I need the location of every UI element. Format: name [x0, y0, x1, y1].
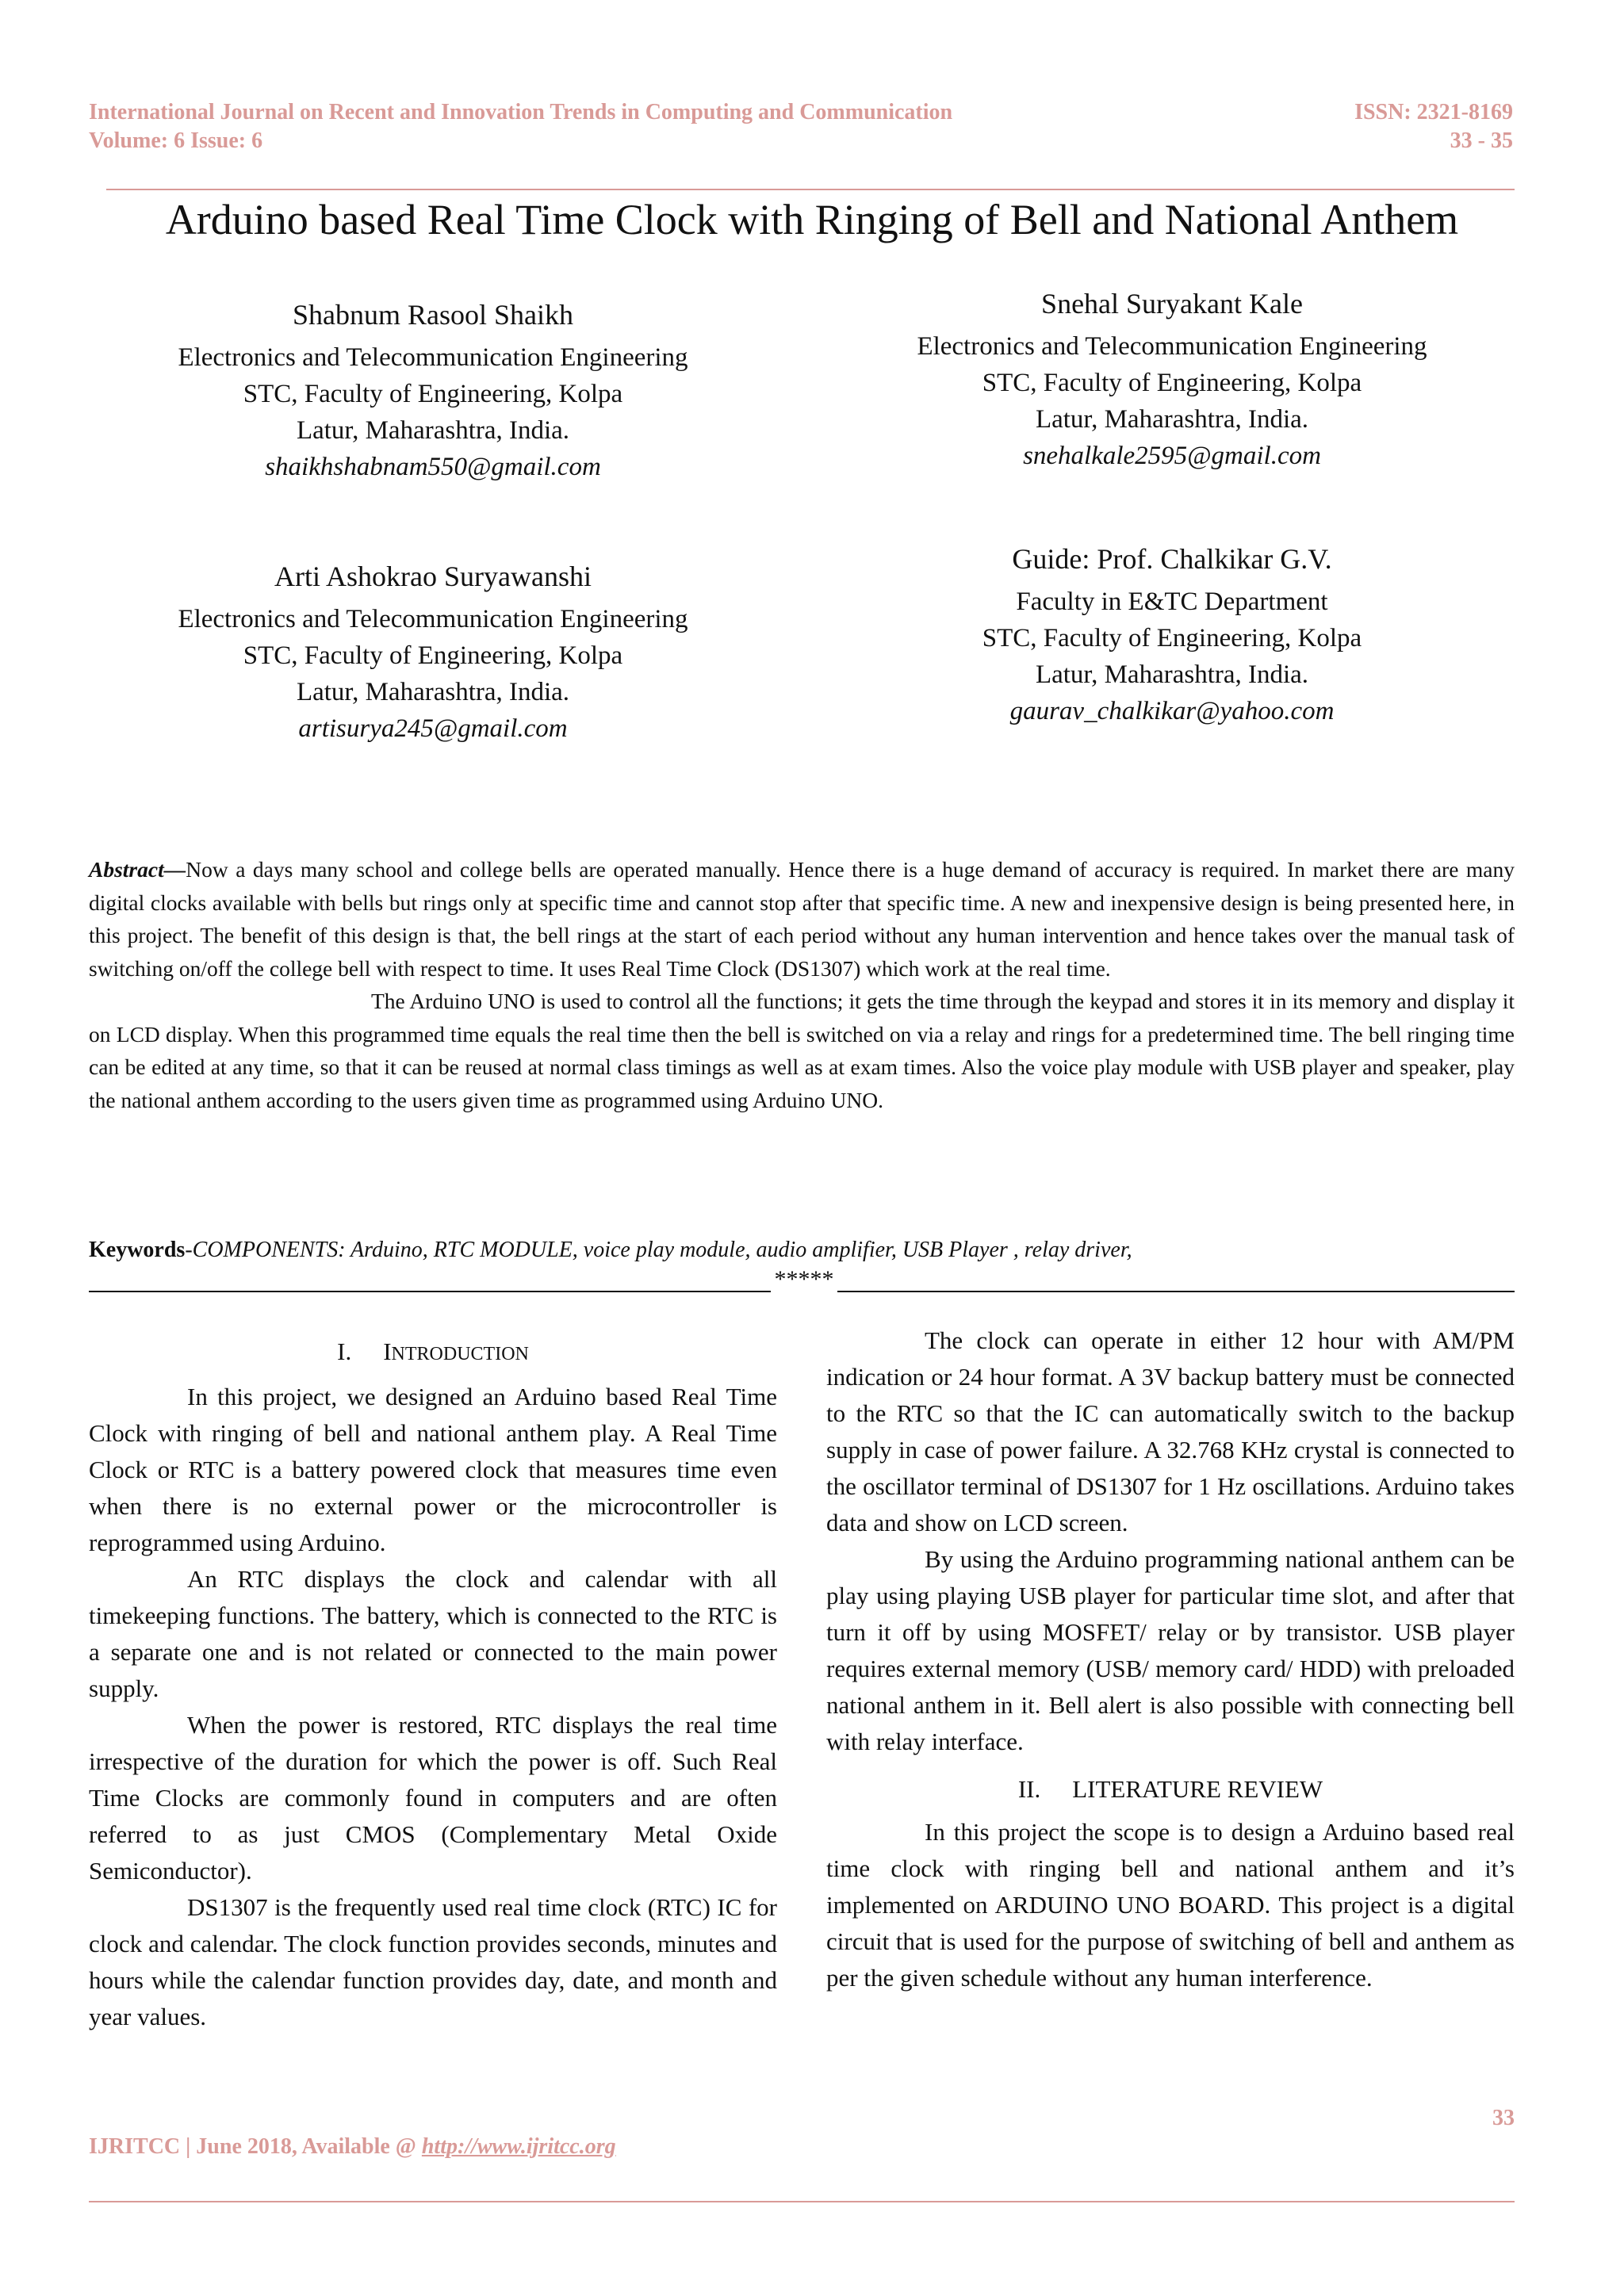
author-inst: STC, Faculty of Engineering, Kolpa	[982, 369, 1362, 397]
journal-name: International Journal on Recent and Innovation Trends in Computing and Communication	[89, 100, 953, 124]
header-rule	[106, 189, 1515, 190]
author-name: Snehal Suryakant Kale	[1041, 288, 1303, 320]
body-paragraph: In this project the scope is to design a Arduino based real time clock with ringing bell and national anthem and it’s implemented on ARDUINO UNO BOARD. This project is a digital circuit that is used for the purpose of switching of bell and anthem as per the given schedule without any human interference.	[826, 1818, 1515, 1992]
keywords-text: -COMPONENTS: Arduino, RTC MODULE, voice play module, audio amplifier, USB Player , relay driver,	[185, 1238, 1132, 1262]
author-block	[76, 557, 790, 747]
issn: ISSN: 2321-8169	[1354, 100, 1513, 124]
section-heading-literature-review	[826, 1771, 1515, 1808]
guide-email: gaurav_chalkikar@yahoo.com	[1009, 697, 1335, 725]
author-block	[76, 295, 790, 485]
volume-issue: Volume: 6 Issue: 6	[89, 128, 263, 153]
author-inst: STC, Faculty of Engineering, Kolpa	[243, 641, 623, 670]
journal-link[interactable]: http://www.ijritcc.org	[421, 2134, 616, 2159]
body-paragraph: When the power is restored, RTC displays the real time irrespective of the duration for which the power is off. Such Real Time Clocks are commonly found in computers and are often referred to as just CMOS (Complementary Metal Oxide Semiconductor).	[89, 1711, 777, 1885]
page-number: 33	[1492, 2106, 1515, 2130]
guide-inst: STC, Faculty of Engineering, Kolpa	[982, 624, 1362, 652]
section-title-initial: I	[383, 1337, 392, 1365]
abstract	[89, 853, 1515, 1116]
right-column	[826, 1322, 1515, 1996]
footer-text: IJRITCC | June 2018, Available @	[89, 2134, 422, 2159]
separator-line	[89, 1291, 771, 1292]
author-place: Latur, Maharashtra, India.	[296, 678, 570, 706]
author-dept: Electronics and Telecommunication Engineering	[917, 332, 1427, 361]
separator-line	[837, 1291, 1515, 1292]
author-email: shaikhshabnam550@gmail.com	[265, 453, 601, 481]
author-name: Arti Ashokrao Suryawanshi	[274, 561, 592, 592]
author-place: Latur, Maharashtra, India.	[296, 416, 570, 445]
keywords	[89, 1235, 1515, 1265]
left-column	[89, 1322, 777, 2035]
body-paragraph: By using the Arduino programming national anthem can be play using playing USB player for particular time slot, and after that turn it off by using MOSFET/ relay or by transistor. USB player requires external memory (USB/ memory card/ HDD) with preloaded national anthem in it. Bell alert is also possible with connecting bell with relay interface.	[826, 1545, 1515, 1755]
section-title-rest: NTRODUCTION	[391, 1344, 529, 1364]
guide-block	[815, 539, 1529, 729]
author-inst: STC, Faculty of Engineering, Kolpa	[243, 380, 623, 408]
abstract-paragraph: The Arduino UNO is used to control all the functions; it gets the time through the keypad and stores it in its memory and display it on LCD display. When this programmed time equals the real time then the bell is switched on via a relay and rings for a predetermined time. The bell ringing time can be edited at any time, so that it can be reused at normal class timings as well as at exam times. Also the voice play module with USB player and speaker, play the national anthem according to the users given time as programmed using Arduino UNO.	[89, 989, 1515, 1112]
running-header-left	[89, 98, 952, 155]
paper-title: Arduino based Real Time Clock with Ringing of Bell and National Anthem	[165, 196, 1459, 243]
body-paragraph: An RTC displays the clock and calendar with all timekeeping functions. The battery, which is connected to the RTC is a separate one and is not related or connected to the main power supply.	[89, 1565, 777, 1702]
author-email: snehalkale2595@gmail.com	[1023, 442, 1321, 470]
abstract-label: Abstract—	[89, 857, 186, 882]
separator-stars: *****	[774, 1266, 834, 1292]
author-place: Latur, Maharashtra, India.	[1035, 405, 1309, 434]
abstract-paragraph: Now a days many school and college bells are operated manually. Hence there is a huge demand of accuracy is required. In market there are many digital clocks available with bells but rings only at specific time and cannot stop after that specific time. A new and inexpensive design is being presented here, in this project. The benefit of this design is that, the bell rings at the start of each period without any human intervention and hence takes over the manual task of switching on/off the college bell with respect to time. It uses Real Time Clock (DS1307) which work at the real time.	[89, 857, 1515, 981]
author-dept: Electronics and Telecommunication Engineering	[178, 343, 688, 372]
author-email: artisurya245@gmail.com	[298, 714, 568, 743]
body-paragraph: In this project, we designed an Arduino based Real Time Clock with ringing of bell and national anthem play. A Real Time Clock or RTC is a battery powered clock that measures time even when there is no external power or the microcontroller is reprogrammed using Arduino.	[89, 1383, 777, 1556]
body-paragraph: The clock can operate in either 12 hour with AM/PM indication or 24 hour format. A 3V backup battery must be connected to the RTC so that the IC can automatically switch to the backup supply in case of power failure. A 32.768 KHz crystal is connected to the oscillator terminal of DS1307 for 1 Hz oscillations. Arduino takes data and show on LCD screen.	[826, 1326, 1515, 1536]
section-number: II.	[1017, 1775, 1041, 1803]
footer	[89, 2134, 616, 2160]
keywords-label: Keywords	[89, 1238, 186, 1262]
section-separator	[89, 1267, 1515, 1299]
author-name: Shabnum Rasool Shaikh	[292, 299, 573, 331]
author-block	[815, 284, 1529, 474]
guide-name: Guide: Prof. Chalkikar G.V.	[1012, 543, 1332, 575]
guide-dept: Faculty in E&TC Department	[1016, 587, 1328, 616]
running-header-right	[1354, 98, 1513, 155]
section-heading-introduction	[89, 1334, 777, 1372]
author-dept: Electronics and Telecommunication Engineering	[178, 605, 688, 633]
page-range: 33 - 35	[1450, 128, 1513, 153]
footer-rule	[89, 2201, 1515, 2202]
guide-place: Latur, Maharashtra, India.	[1035, 660, 1309, 689]
body-paragraph: DS1307 is the frequently used real time clock (RTC) IC for clock and calendar. The clock function provides seconds, minutes and hours while the calendar function provides day, date, and month and year values.	[89, 1893, 777, 2030]
section-number: I.	[337, 1337, 352, 1365]
section-title: LITERATURE REVIEW	[1072, 1775, 1323, 1803]
